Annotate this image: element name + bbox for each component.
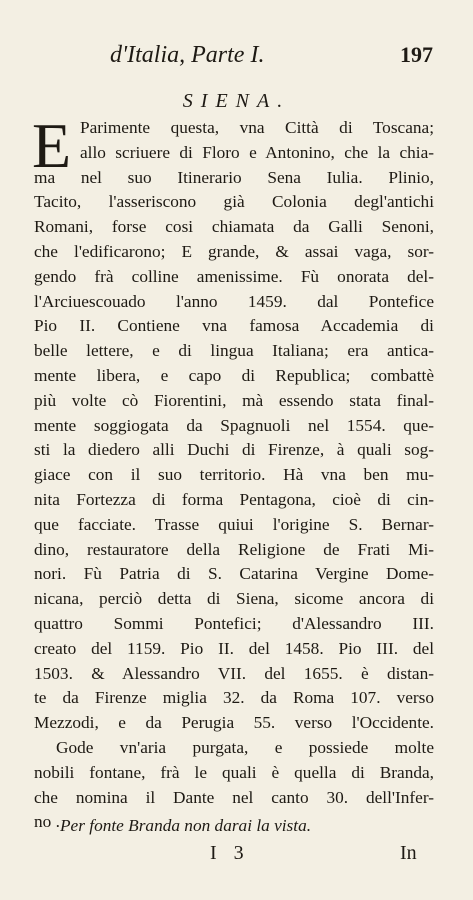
text-line: giace con il suo territorio. Hà vna ben mu-: [34, 465, 434, 485]
text-line: sti la diedero alli Duchi di Firenze, à quali sog-: [34, 440, 434, 460]
text-line: belle lettere, e di lingua Italiana; era antica-: [34, 341, 434, 361]
paragraph-1: [32, 110, 434, 736]
text-line: mente soggiogata da Spagnuoli nel 1554. que-: [34, 415, 434, 435]
running-title: d'Italia, Parte I.: [110, 42, 265, 68]
text-line: mente libera, e capo di Republica; combattè: [34, 365, 434, 385]
text-line: gendo frà colline amenissime. Fù onorata del-: [34, 266, 434, 286]
verse-quotation: Per fonte Branda non darai la vista.: [60, 816, 312, 835]
signature-mark: I 3: [210, 842, 250, 864]
text-line: che nomina il Dante nel canto 30. dell'Infer-: [34, 787, 434, 807]
text-line: Parimente questa, vna Città di Toscana;: [80, 118, 434, 137]
catchword: In: [400, 842, 417, 864]
text-line: quattro Sommi Pontefici; d'Alessandro III.: [34, 613, 434, 633]
text-line: Romani, forse cosi chiamata da Galli Senoni,: [34, 217, 434, 237]
drop-cap: E: [32, 110, 72, 181]
text-line: Tacito, l'asseriscono già Colonia degl'antichi: [34, 192, 434, 212]
text-line: dino, restauratore della Religione de Frati Mi-: [34, 539, 434, 559]
text-line: creato del 1159. Pio II. del 1458. Pio III. del: [34, 638, 434, 658]
body-text: [32, 110, 434, 835]
page-number: 197: [400, 42, 433, 67]
section-heading: SIENA.: [182, 90, 291, 112]
text-line: nori. Fù Patria di S. Catarina Vergine Dome-: [34, 564, 434, 584]
text-line: te da Firenze miglia 32. da Roma 107. verso: [34, 688, 434, 708]
text-line: nicana, perciò detta di Siena, sicome ancora di: [34, 589, 434, 609]
text-line: Gode vn'aria purgata, e possiede molte: [56, 737, 434, 757]
text-line: que facciate. Trasse quiui l'origine S. Bernar-: [34, 514, 434, 534]
text-line: allo scriuere di Floro e Antonino, che la chia-: [80, 142, 434, 162]
text-line: nita Fortezza di forma Pentagona, cioè di cin-: [34, 489, 434, 509]
text-line: Pio II. Contiene vna famosa Accademia di: [34, 316, 434, 336]
text-line: l'Arciuescouado l'anno 1459. dal Pontefice: [34, 291, 434, 311]
text-line: Mezzodi, e da Perugia 55. verso l'Occidente.: [34, 713, 434, 733]
running-head: [110, 38, 433, 72]
text-line: più volte cò Fiorentini, mà essendo stata final-: [34, 390, 434, 410]
text-line: no .: [34, 812, 60, 832]
text-line: nobili fontane, frà le quali è quella di Branda,: [34, 762, 434, 782]
text-line: 1503. & Alessandro VII. del 1655. è distan-: [34, 663, 434, 683]
text-line: che l'edificarono; E grande, & assai vaga, sor-: [34, 241, 434, 261]
text-line: ma nel suo Itinerario Sena Iulia. Plinio,: [34, 167, 434, 187]
